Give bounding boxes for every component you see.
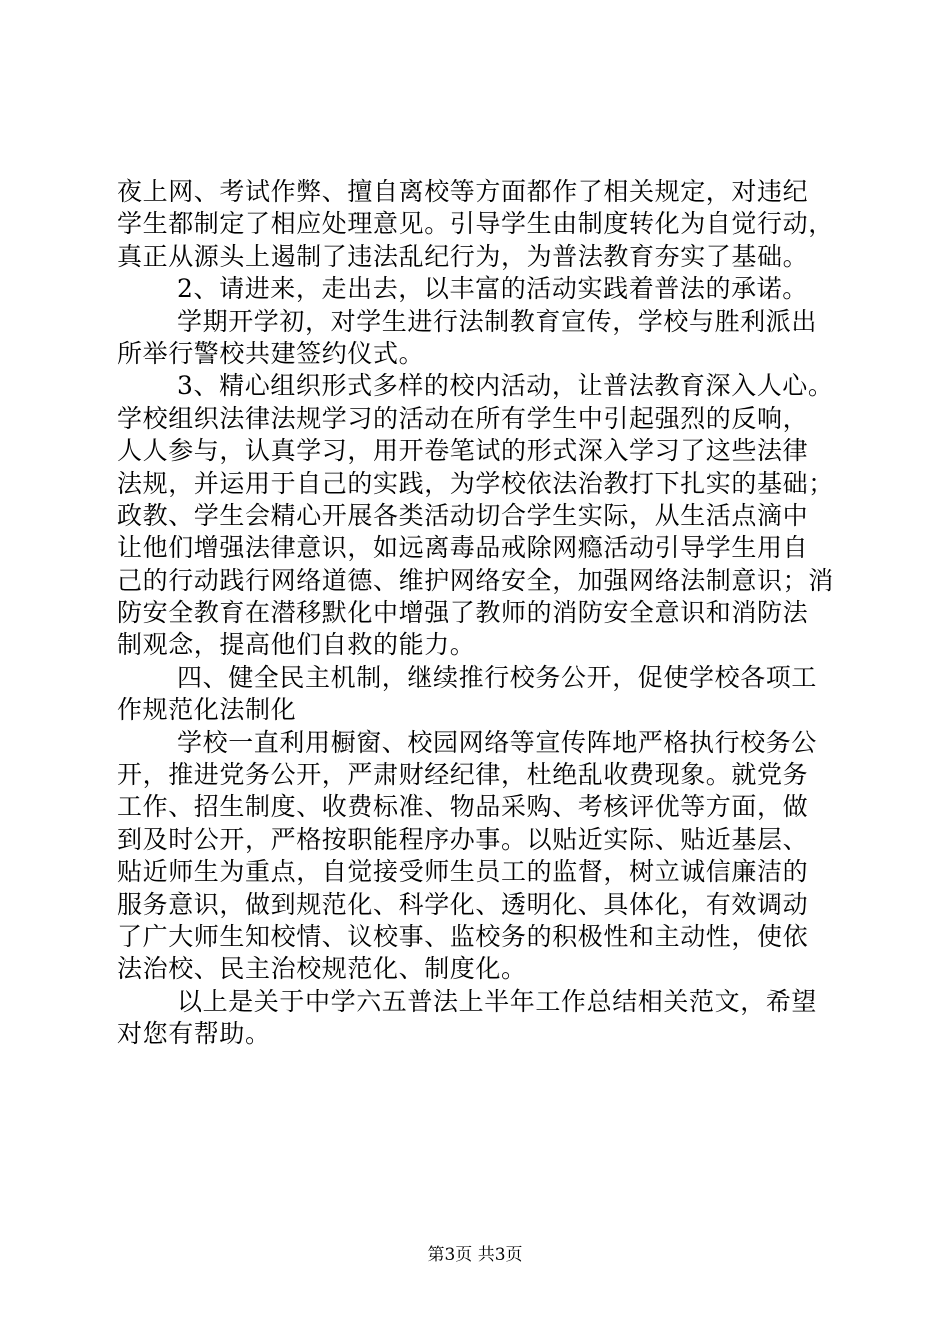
text-line: 学期开学初，对学生进行法制教育宣传，学校与胜利派出 <box>177 306 818 336</box>
text-line: 2、请进来，走出去，以丰富的活动实践着普法的承诺。 <box>177 274 808 304</box>
page-number-indicator: 第3页 共3页 <box>427 1245 523 1265</box>
text-line: 学校组织法律法规学习的活动在所有学生中引起强烈的反响， <box>117 403 809 433</box>
text-line: 到及时公开，严格按职能程序办事。以贴近实际、贴近基层、 <box>117 824 809 854</box>
document-body <box>117 176 833 1051</box>
text-line: 防安全教育在潜移默化中增强了教师的消防安全意识和消防法 <box>117 598 809 628</box>
text-line: 开，推进党务公开，严肃财经纪律，杜绝乱收费现象。就党务 <box>117 760 809 790</box>
text-line: 学校一直利用橱窗、校园网络等宣传阵地严格执行校务公 <box>177 727 818 757</box>
text-line: 让他们增强法律意识，如远离毒品戒除网瘾活动引导学生用自 <box>117 533 809 563</box>
text-line: 制观念，提高他们自救的能力。 <box>117 630 476 660</box>
text-line: 服务意识，做到规范化、科学化、透明化、具体化，有效调动 <box>117 889 809 919</box>
text-line: 工作、招生制度、收费标准、物品采购、考核评优等方面，做 <box>117 792 809 822</box>
text-line: 四、健全民主机制，继续推行校务公开，促使学校各项工 <box>177 662 818 692</box>
text-line: 法规，并运用于自己的实践，为学校依法治教打下扎实的基础； <box>117 468 834 498</box>
text-line: 真正从源头上遏制了违法乱纪行为，为普法教育夯实了基础。 <box>117 241 809 271</box>
text-line: 对您有帮助。 <box>117 1019 271 1049</box>
text-line: 法治校、民主治校规范化、制度化。 <box>117 954 527 984</box>
text-line: 3、精心组织形式多样的校内活动，让普法教育深入人心。 <box>177 371 834 401</box>
text-line: 己的行动践行网络道德、维护网络安全，加强网络法制意识；消 <box>117 565 834 595</box>
page-footer <box>0 1244 950 1266</box>
text-line: 作规范化法制化 <box>117 695 297 725</box>
text-line: 学生都制定了相应处理意见。引导学生由制度转化为自觉行动， <box>117 209 834 239</box>
text-line: 所举行警校共建签约仪式。 <box>117 338 425 368</box>
text-line: 了广大师生知校情、议校事、监校务的积极性和主动性，使依 <box>117 921 809 951</box>
text-line: 夜上网、考试作弊、擅自离校等方面都作了相关规定，对违纪 <box>117 177 809 206</box>
text-line: 以上是关于中学六五普法上半年工作总结相关范文，希望 <box>177 986 818 1016</box>
text-line: 人人参与，认真学习，用开卷笔试的形式深入学习了这些法律 <box>117 436 809 466</box>
text-line: 政教、学生会精心开展各类活动切合学生实际，从生活点滴中 <box>117 500 809 530</box>
text-line: 贴近师生为重点，自觉接受师生员工的监督，树立诚信廉洁的 <box>117 857 809 887</box>
